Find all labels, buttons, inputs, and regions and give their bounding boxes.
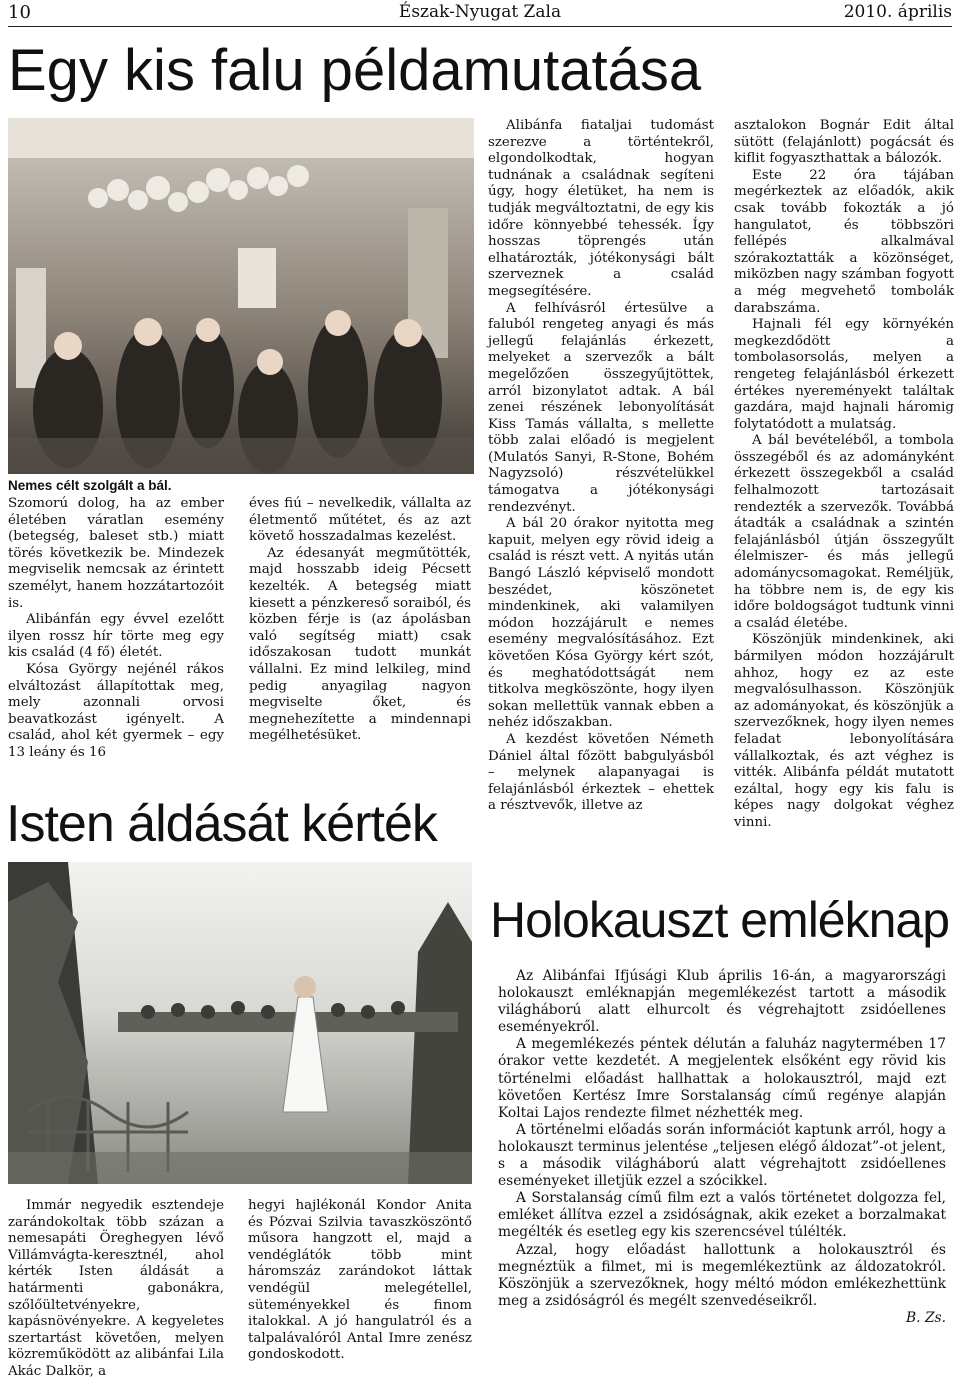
article-column-1 [8, 496, 224, 762]
article-column-2 [249, 496, 471, 745]
article-title: Egy kis falu példamutatása [8, 38, 702, 103]
article-title: Isten áldását kérték [6, 795, 437, 853]
photo-caption: Nemes célt szolgált a bál. [8, 478, 172, 493]
paragraph: Este 22 óra tájában megérkeztek az előadók, akik csak tovább fokozták a jó hangulatot, és többszöri fellépés alkalmával szórakoztatták a közönséget, miközben nagy számban fogyott a még megvehető tombolák darabszáma. [734, 167, 954, 316]
paragraph: A Sorstalanság című film ezt a valós történetet dolgozza fel, emléket állítva ezzel a zsidóságnak, akik ezeket a borzalmakat megélték és esetleg egy kis szerencsével túlélték. [498, 1190, 946, 1241]
paragraph: A megemlékezés péntek délután a faluház nagytermében 17 órakor vette kezdetét. A megjelentek elsőként egy rövid kis történelmi előadást hallhattak a holokausztról, majd ezt követően Kertész Imre Sorstalanság című regénye alapján Koltai Lajos rendezte filmet nézhették meg. [498, 1036, 946, 1121]
paragraph: Köszönjük mindenkinek, aki bármilyen módon hozzájárult ahhoz, hogy ez az este megvalósulhasson. Köszönjük az adományokat, és köszönjük a szervezőknek, hogy ilyen nemes feladat lebonyolítására vállalkoztak, és azt véghez is vitték. Alibánfa példát mutatott ezáltal, hogy egy kis falu is képes nagy dolgokat véghez vinni. [734, 632, 954, 830]
paragraph: Immár negyedik esztendeje zarándokoltak több százan a nemesapáti Öreghegyen lévő Villámvágta-keresztnél, ahol kérték Isten áldását a határmenti gabonákra, szőlőültetvényekre, kapásnövényekre. A kegyeletes szertartást követően, melyen közreműködött az alibánfai Lila Akác Dalkör, a [8, 1198, 224, 1379]
pilgrimage-photo [8, 862, 472, 1184]
article-body [498, 968, 946, 1327]
article-column-1 [8, 1198, 224, 1381]
paragraph: Azzal, hogy előadást hallottunk a holokausztról és megnéztük a filmet, mi is megemlékeztünk az áldozatokról. Köszönjük a szervezőknek, hogy méltó módon emlékezhettünk meg a zsidóságról és megélt szenvedéseikről. [498, 1241, 946, 1309]
article-column-4 [734, 118, 954, 832]
paragraph: A bál 20 órakor nyitotta meg kapuit, melyen egy rövid ideig a család is részt vett. A nyitás után Bangó László képviselő mondott beszédet, köszönetet mindenkinek, aki valamilyen módon hozzájárult e nemes esemény megvalósításához. Ezt követően Kósa György kért szót, és meghatódottságát nem titkolva megköszönte, hogy ilyen sokan mellettük vannak ebben a nehéz időszakban. [488, 516, 714, 731]
paragraph: A bál bevételéből, a tombola összegéből és az adományként érkezett összegekből a család felhalmozott tartozásait rendezték a szervezők. Továbbá átadták a családnak a szintén felajánlásból útján összegyűlt élelmiszer- és más jellegű adománycsomagokat. Reméljük, ha többre nem is, de egy kis időre boldogságot tudtunk vinni a család életébe. [734, 433, 954, 631]
paragraph: A felhívásról értesülve a faluból rengeteg anyagi és más jellegű felajánlás érkezett, melyeket a szervezők a bált megelőzően összegyűjtöttek, arról bizonylatot adtak. A bál zenei részének lebonyolítását Kiss Tamás vállalta, s mellette több zalai előadó is megjelent (Mulatós Sanyi, R-Stone, Bohém Nagyzsoló) részvételükkel támogatva a jótékonysági rendezvényt. [488, 300, 714, 515]
paragraph: Kósa György nejénél rákos elváltozást állapítottak meg, mely azonnali orvosi beavatkozást igényelt. A család, ahol két gyermek – egy 13 leány és 16 [8, 661, 224, 760]
photo-priest-crowd-icon [8, 862, 472, 1184]
paragraph: Szomorú dolog, ha az ember életében váratlan esemény (betegség, baleset stb.) miatt törés következik be. Mindezek megviselik nemcsak az érintett személyt, hanem hozzátartozóit is. [8, 496, 224, 611]
article-column-3 [488, 118, 714, 815]
paragraph: asztalokon Bognár Edit által sütött (felajánlott) pogácsát és kiflit fogyaszthattak a bálozók. [734, 118, 954, 167]
issue-date: 2010. április [843, 2, 952, 22]
photo-dancing-people-icon [8, 118, 474, 474]
paragraph: Hajnali fél egy környékén megkezdődött a tombolasorsolás, melyen a rengeteg felajánlásból érkezett értékes nyereményekt találtak gazdára, majd hajnali háromig folytatódott a mulatság. [734, 317, 954, 432]
paragraph: éves fiú – nevelkedik, vállalta az életmentő műtétet, és az azt követő hosszadalmas kezelést. [249, 496, 471, 545]
author-signature: B. Zs. [906, 1309, 946, 1326]
paragraph: Alibánfán egy évvel ezelőtt ilyen rossz hír törte meg egy kis család (4 fő) életét. [8, 612, 224, 661]
page-number: 10 [8, 2, 31, 23]
article-column-2 [248, 1198, 472, 1364]
paragraph: Alibánfa fiataljai tudomást szerezve a történtekről, elgondolkodtak, hogyan tudnának a családnak segíteni úgy, hogy életüket, ha nem is tudják megváltoztatni, de egy kis időre könnyebbé tehessék. Így hosszas töprengés után elhatározták, jótékonysági bált szerveznek a család megsegítésére. [488, 118, 714, 299]
paragraph: Az Alibánfai Ifjúsági Klub április 16-án, a magyarországi holokauszt emléknapján megemlékezést tartott a második világháború alatt elhurcolt és végrehajtott zsidóellenes eseményekről. [498, 968, 946, 1036]
paragraph: hegyi hajlékonál Kondor Anita és Pózvai Szilvia tavaszköszöntő műsora hangzott el, majd a vendéglátók több mint háromszáz zarándokot láttak vendégül melegétellel, süteményekkel és finom italokkal. A jó hangulatról és a talpalávalóról Antal Imre zenész gondoskodott. [248, 1198, 472, 1363]
article-title: Holokauszt emléknap [490, 892, 950, 948]
ball-dance-photo [8, 118, 474, 474]
paragraph: Az édesanyát megműtötték, majd hosszabb ideig Pécsett kezelték. A betegség miatt kiesett a pénzkereső soraiból, és közben férje is (az ápolásban való segítség miatt) csak időszakosan tudott munkát vállalni. Ez mind lelkileg, mind pedig anyagilag nagyon megviselte őket, és megnehezítette a mindennapi megélhetésüket. [249, 545, 471, 744]
publication-name: Észak-Nyugat Zala [398, 2, 562, 22]
paragraph: A történelmi előadás során információt kaptunk arról, hogy a holokauszt terminus jelentése „teljesen elégő áldozat”-ot jelent, s a második világháború alatt végrehajtott zsidóellenes eseményeket illetjük ezzel a szócikkel. [498, 1121, 946, 1190]
paragraph: A kezdést követően Németh Dániel által főzött babgulyásból – melynek alapanyagai is felajánlásból érkeztek – ehettek a résztvevők, illetve az [488, 731, 714, 814]
header-rule [8, 26, 952, 27]
